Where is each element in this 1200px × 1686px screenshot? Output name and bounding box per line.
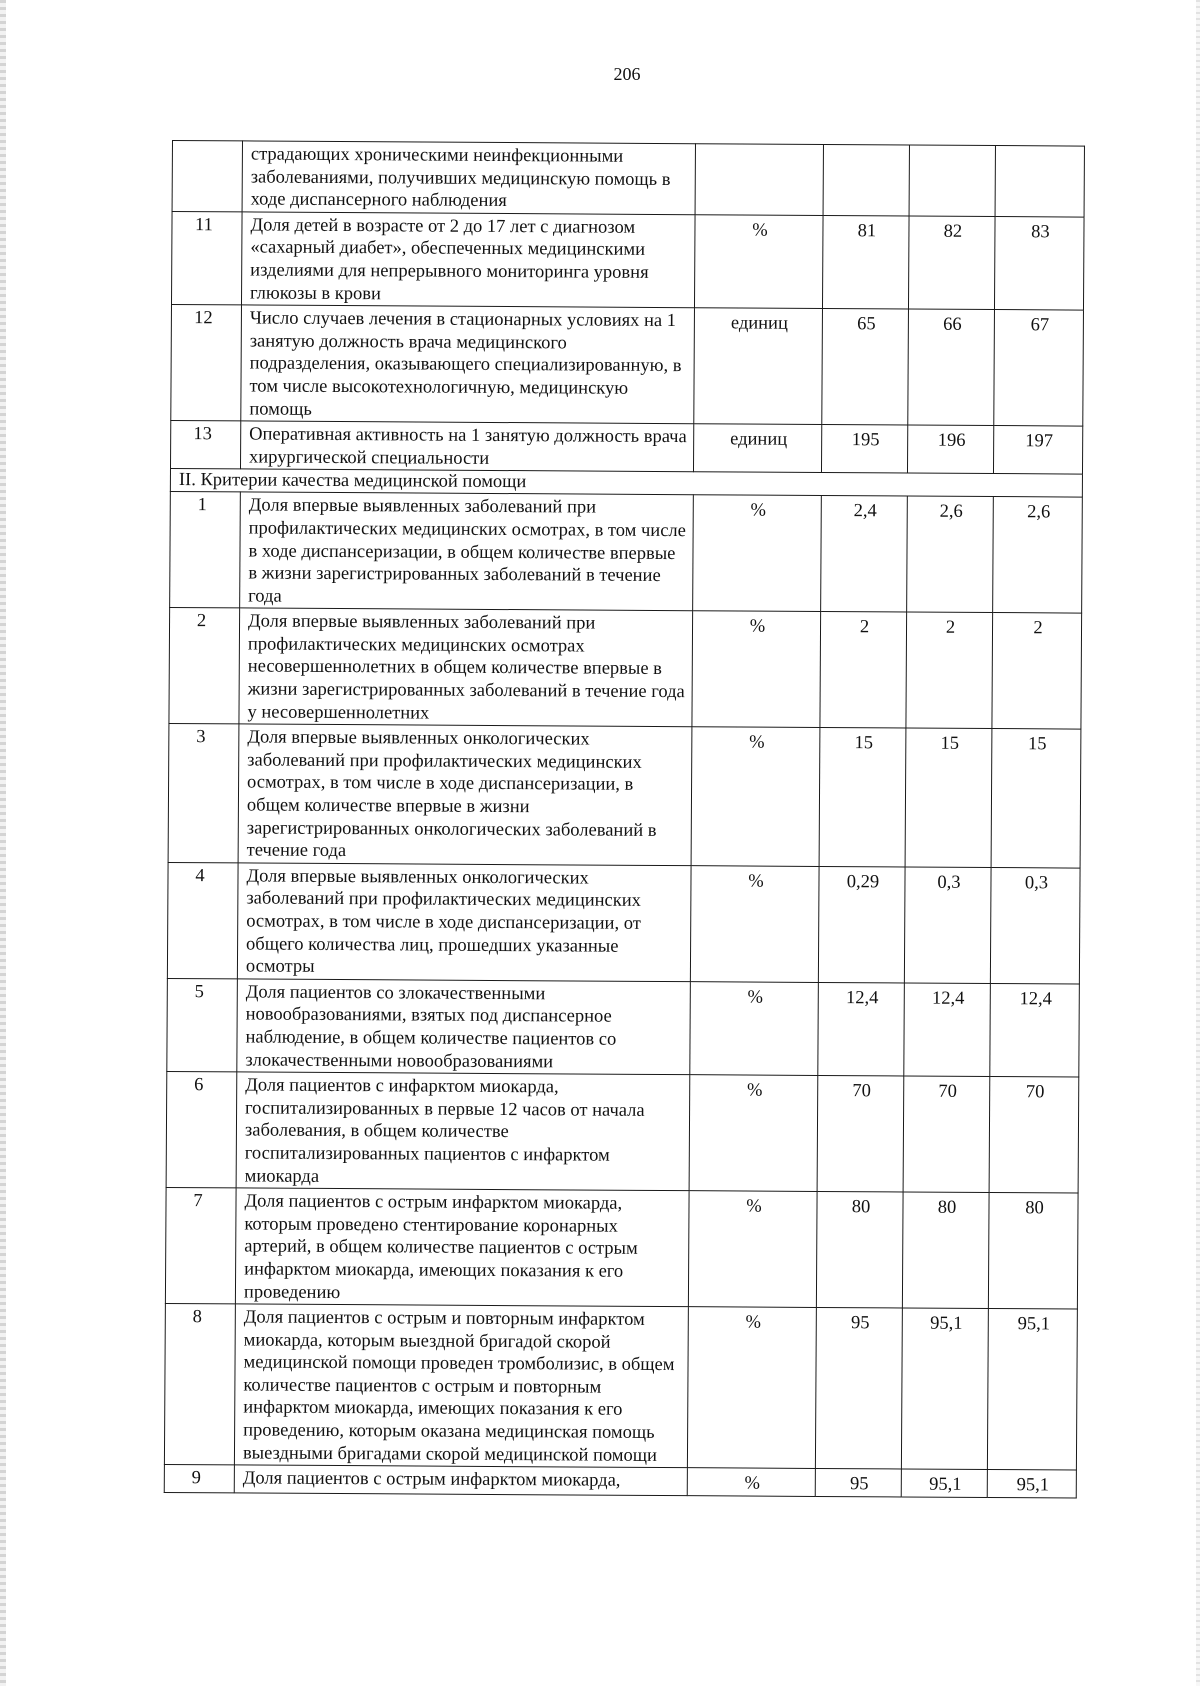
row-value-3: 67 bbox=[994, 310, 1084, 427]
row-unit: единиц bbox=[694, 308, 823, 425]
table-body-continued bbox=[170, 141, 1084, 475]
row-value-1: 15 bbox=[819, 728, 906, 867]
row-indicator-text: Доля впервые выявленных заболеваний при профилактических медицинских осмотрах, в том числе в ходе диспансеризации, в общем количестве впервые в жизни зарегистрированных заболеваний в течение года bbox=[240, 492, 694, 611]
row-value-3: 95,1 bbox=[987, 1470, 1076, 1498]
row-number: 7 bbox=[165, 1188, 236, 1304]
row-value-3: 2 bbox=[992, 613, 1082, 730]
row-number: 8 bbox=[164, 1304, 235, 1466]
row-value-3: 0,3 bbox=[990, 867, 1080, 984]
section-title: II. Критерии качества медицинской помощи bbox=[170, 469, 1082, 498]
table-row bbox=[170, 421, 1082, 475]
row-value-1: 195 bbox=[821, 425, 907, 474]
row-value-3: 70 bbox=[989, 1077, 1079, 1194]
table-row bbox=[171, 305, 1084, 427]
table-row bbox=[170, 492, 1083, 614]
row-indicator-text: Доля впервые выявленных онкологических заболеваний при профилактических медицинских осмотрах, в том числе в ходе диспансеризации, в общем количестве впервые в жизни зарегистрированных онкологических заболеваний в течение года bbox=[238, 724, 692, 865]
table-row bbox=[169, 608, 1082, 730]
row-value-1 bbox=[823, 144, 909, 215]
row-unit bbox=[695, 144, 823, 216]
row-value-1: 95 bbox=[815, 1308, 902, 1470]
row-value-2: 2,6 bbox=[907, 496, 994, 612]
row-indicator-text: Оперативная активность на 1 занятую должность врача хирургической специальности bbox=[240, 421, 693, 472]
row-unit: % bbox=[688, 1191, 817, 1308]
row-value-1: 81 bbox=[822, 215, 909, 309]
table-body-quality-criteria bbox=[164, 492, 1082, 1498]
page-number: 206 bbox=[613, 64, 641, 84]
table-row bbox=[164, 1465, 1076, 1498]
table-row bbox=[164, 1304, 1077, 1471]
row-value-2: 95,1 bbox=[901, 1308, 988, 1470]
row-unit: % bbox=[692, 611, 821, 728]
table-row bbox=[171, 211, 1084, 310]
row-value-1: 0,29 bbox=[818, 866, 905, 982]
row-indicator-text: Доля впервые выявленных онкологических заболеваний при профилактических медицинских осмотрах, в том числе в ходе диспансеризации, от общего количества лиц, прошедших указанные осмотры bbox=[237, 863, 691, 982]
row-number: 12 bbox=[171, 305, 242, 421]
row-number: 3 bbox=[168, 724, 239, 863]
row-value-3: 80 bbox=[988, 1193, 1078, 1310]
row-value-2: 2 bbox=[906, 612, 993, 728]
row-value-1: 95 bbox=[815, 1469, 901, 1497]
scan-right-edge bbox=[1196, 0, 1200, 1686]
row-number: 11 bbox=[171, 211, 242, 305]
row-value-3: 2,6 bbox=[993, 497, 1083, 614]
row-value-3: 197 bbox=[993, 426, 1082, 475]
row-value-2: 0,3 bbox=[904, 867, 991, 983]
row-value-1: 80 bbox=[816, 1192, 903, 1308]
row-unit: % bbox=[694, 214, 823, 308]
row-number: 6 bbox=[166, 1072, 237, 1188]
row-value-1: 12,4 bbox=[818, 982, 905, 1076]
row-value-3 bbox=[995, 146, 1084, 217]
row-value-2: 12,4 bbox=[904, 983, 991, 1077]
row-unit: % bbox=[693, 495, 822, 612]
row-unit: % bbox=[690, 981, 819, 1075]
row-indicator-text: Доля пациентов со злокачественными новообразованиями, взятых под диспансерное наблюдение, в общем количестве пациентов со злокачественными новообразованиями bbox=[237, 979, 691, 1075]
row-value-3: 95,1 bbox=[987, 1309, 1077, 1471]
row-value-2: 15 bbox=[905, 728, 992, 867]
row-value-1: 70 bbox=[817, 1076, 904, 1192]
row-value-3: 15 bbox=[991, 729, 1081, 868]
row-number: 1 bbox=[170, 492, 241, 608]
table-row bbox=[167, 978, 1080, 1077]
row-value-2: 66 bbox=[908, 309, 995, 425]
table-row bbox=[167, 862, 1080, 984]
row-value-1: 2,4 bbox=[821, 496, 908, 612]
scan-left-edge bbox=[0, 0, 6, 1686]
table-row bbox=[165, 1188, 1078, 1310]
row-unit: % bbox=[687, 1468, 815, 1496]
row-unit: % bbox=[687, 1307, 816, 1469]
row-number: 5 bbox=[167, 978, 238, 1072]
criteria-table bbox=[164, 140, 1085, 1498]
row-indicator-text: страдающих хроническими неинфекционными заболеваниями, получивших медицинскую помощь в ходе диспансерного наблюдения bbox=[242, 141, 695, 215]
row-indicator-text: Доля впервые выявленных заболеваний при профилактических медицинских осмотрах несовершеннолетних в общем количестве впервые в жизни зарегистрированных заболеваний в течение года у несовершеннолетних bbox=[239, 608, 693, 727]
table-row bbox=[168, 724, 1081, 868]
row-indicator-text: Число случаев лечения в стационарных условиях на 1 занятую должность врача медицинского подразделения, оказывающего специализированную, в том числе высокотехнологичную, медицинскую помощь bbox=[241, 305, 695, 424]
row-indicator-text: Доля пациентов с острым инфарктом миокарда, которым проведено стентирование коронарных артерий, в общем количестве пациентов с острым инфарктом миокарда, имеющих показания к его проведению bbox=[235, 1188, 689, 1307]
row-number: 2 bbox=[169, 608, 240, 724]
row-number bbox=[172, 141, 242, 212]
row-value-3: 12,4 bbox=[990, 983, 1080, 1077]
row-unit: единиц bbox=[693, 424, 821, 473]
row-value-1: 65 bbox=[822, 309, 909, 425]
row-value-3: 83 bbox=[994, 216, 1084, 310]
row-unit: % bbox=[689, 1075, 818, 1192]
row-value-2: 196 bbox=[907, 425, 993, 474]
row-value-2: 80 bbox=[902, 1192, 989, 1308]
row-unit: % bbox=[691, 727, 820, 866]
row-number: 4 bbox=[167, 862, 238, 978]
table-row bbox=[166, 1072, 1079, 1194]
row-value-1: 2 bbox=[820, 612, 907, 728]
criteria-table-wrapper bbox=[164, 140, 1084, 1498]
row-value-2: 82 bbox=[908, 216, 995, 310]
row-number: 13 bbox=[170, 421, 240, 470]
row-value-2: 70 bbox=[903, 1076, 990, 1192]
row-indicator-text: Доля детей в возрасте от 2 до 17 лет с диагнозом «сахарный диабет», обеспеченных медицинскими изделиями для непрерывного мониторинга уровня глюкозы в крови bbox=[241, 212, 695, 308]
row-indicator-text: Доля пациентов с инфарктом миокарда, госпитализированных в первые 12 часов от начала заболевания, в общем количестве госпитализированных пациентов с инфарктом миокарда bbox=[236, 1072, 690, 1191]
table-row bbox=[172, 141, 1084, 217]
row-indicator-text: Доля пациентов с острым инфарктом миокарда, bbox=[234, 1465, 687, 1495]
row-number: 9 bbox=[164, 1465, 234, 1493]
row-unit: % bbox=[690, 865, 819, 982]
row-value-2 bbox=[909, 145, 995, 216]
row-indicator-text: Доля пациентов с острым и повторным инфарктом миокарда, которым выездной бригадой скорой медицинской помощи проведен тромболизис, в общем количестве пациентов с острым и повторным инфарктом миокарда, имеющих показания к его проведению, которым оказана медицинская помощь выездными бригадами скорой медицинской помощи bbox=[234, 1304, 688, 1468]
row-value-2: 95,1 bbox=[901, 1469, 987, 1497]
